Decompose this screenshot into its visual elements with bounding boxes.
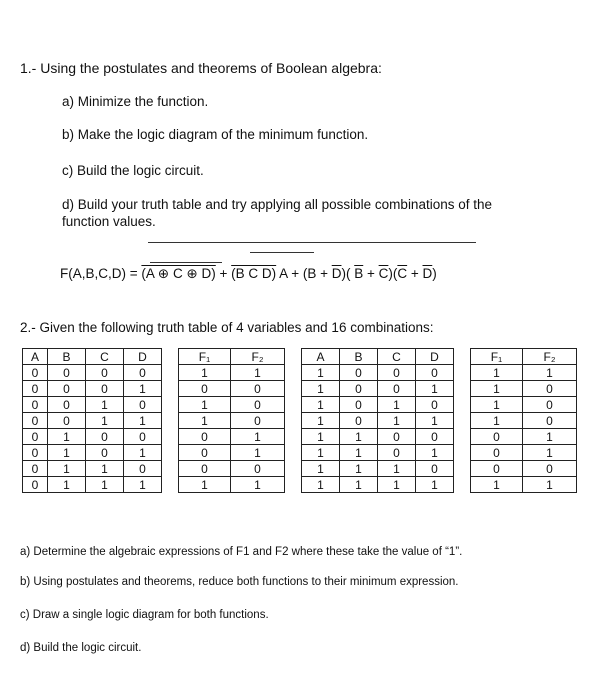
table-cell: 1 [179,397,231,413]
table-header-cell: D [416,349,454,365]
table-cell: 0 [124,397,162,413]
q1-title: 1.- Using the postulates and theorems of Boolean algebra: [20,60,382,76]
table-cell: 0 [48,365,86,381]
table-header-cell: C [86,349,124,365]
table-gap [454,365,471,381]
table-cell: 0 [23,445,48,461]
table-gap [162,365,179,381]
table-gap [454,445,471,461]
table-gap [454,381,471,397]
table-row [23,429,577,445]
table-cell: 0 [86,381,124,397]
table-cell: 0 [523,381,577,397]
table-gap [454,477,471,493]
table-cell: 0 [124,461,162,477]
table-cell: 1 [378,461,416,477]
table-cell: 1 [124,381,162,397]
table-cell: 1 [179,365,231,381]
formula-b-bar: $\overline{B}$ [354,266,364,281]
table-cell: 0 [23,397,48,413]
table-header-cell: C [378,349,416,365]
q1-item-a: a) Minimize the function. [62,94,209,109]
table-row [23,461,577,477]
table-cell: 0 [231,461,285,477]
table-header-cell: A [302,349,340,365]
formula-text-6: ) [432,266,437,281]
table-cell: 0 [378,445,416,461]
table-cell: 0 [340,381,378,397]
table-cell: 0 [23,477,48,493]
table-row [23,397,577,413]
table-gap [162,429,179,445]
table-cell: 0 [86,445,124,461]
table-gap [285,365,302,381]
table-cell: 1 [302,397,340,413]
table-gap [285,445,302,461]
table-row [23,381,577,397]
q2-title: 2.- Given the following truth table of 4 variables and 16 combinations: [20,320,434,335]
table-gap [454,429,471,445]
formula-c-bar: $\overline{C}$ [378,266,389,281]
table-cell: 1 [302,477,340,493]
q2-item-c: c) Draw a single logic diagram for both functions. [20,609,269,621]
table-cell: 1 [86,413,124,429]
table-cell: 1 [302,461,340,477]
table-header-cell: A [23,349,48,365]
table-cell: 1 [179,413,231,429]
table-gap [285,381,302,397]
formula-d-bar-2: $\overline{D}$ [422,266,433,281]
table-header-cell: F₂ [523,349,577,365]
table-cell: 1 [340,461,378,477]
formula-term-bcd: (B C D) [231,266,277,281]
formula-d-bar: $\overline{D}$ [331,266,342,281]
truth-table [22,348,577,493]
formula-plus: + [215,266,232,281]
table-cell: 1 [231,477,285,493]
q2-item-b: b) Using postulates and theorems, reduce both functions to their minimum expression. [20,576,459,588]
table-cell: 0 [523,413,577,429]
table-gap [285,461,302,477]
table-cell: 1 [302,413,340,429]
table-cell: 1 [378,413,416,429]
table-header-cell: F₁ [179,349,231,365]
table-cell: 1 [124,477,162,493]
formula-term-xor: (A ⊕ C ⊕ D) [141,266,216,281]
formula-overbar-long [148,242,476,243]
table-gap [454,349,471,365]
table-cell: 1 [48,461,86,477]
table-cell: 0 [378,381,416,397]
q1-item-d-line2: function values. [62,214,156,229]
q2-item-a: a) Determine the algebraic expressions of F1 and F2 where these take the value of “1”. [20,546,463,558]
table-cell: 1 [302,445,340,461]
formula-c-bar-2: $\overline{C}$ [397,266,408,281]
table-cell: 1 [340,477,378,493]
table-gap [285,477,302,493]
table-cell: 1 [416,381,454,397]
table-gap [162,413,179,429]
table-cell: 0 [378,365,416,381]
formula-text-4: )( [388,266,398,281]
formula-text-1: A + (B + [276,266,332,281]
table-cell: 1 [302,429,340,445]
table-cell: 0 [416,397,454,413]
table-cell: 0 [179,381,231,397]
table-cell: 0 [378,429,416,445]
table-gap [454,461,471,477]
table-cell: 0 [23,413,48,429]
table-header-cell: B [48,349,86,365]
table-cell: 1 [48,445,86,461]
table-cell: 0 [340,397,378,413]
table-gap [162,397,179,413]
table-cell: 0 [231,397,285,413]
table-cell: 0 [231,413,285,429]
table-cell: 0 [471,461,523,477]
table-gap [162,461,179,477]
table-gap [162,381,179,397]
table-cell: 0 [48,397,86,413]
formula-text-5: + [407,266,423,281]
table-cell: 1 [302,365,340,381]
table-cell: 1 [416,445,454,461]
table-gap [162,477,179,493]
table-cell: 1 [124,413,162,429]
table-cell: 0 [124,365,162,381]
table-cell: 1 [523,445,577,461]
table-gap [454,397,471,413]
table-cell: 0 [340,365,378,381]
table-cell: 1 [340,445,378,461]
table-cell: 1 [179,477,231,493]
table-cell: 0 [48,381,86,397]
formula-text-2: )( [341,266,355,281]
table-cell: 1 [416,477,454,493]
q1-item-b: b) Make the logic diagram of the minimum function. [62,127,369,142]
q1-item-d-line1: d) Build your truth table and try applying all possible combinations of the [62,197,492,212]
formula-text-3: + [363,266,379,281]
table-cell: 1 [124,445,162,461]
table-gap [285,349,302,365]
table-gap [162,349,179,365]
table-cell: 0 [416,461,454,477]
table-cell: 1 [378,397,416,413]
table-cell: 1 [48,477,86,493]
q1-item-c: c) Build the logic circuit. [62,163,204,178]
table-cell: 1 [86,477,124,493]
table-cell: 0 [523,461,577,477]
table-cell: 0 [523,397,577,413]
table-cell: 1 [471,381,523,397]
table-cell: 1 [523,365,577,381]
table-row [23,413,577,429]
q1-formula [60,266,437,282]
table-cell: 0 [23,429,48,445]
table-cell: 0 [23,381,48,397]
table-row [23,445,577,461]
table-row [23,477,577,493]
table-header-cell: F₂ [231,349,285,365]
table-cell: 0 [231,381,285,397]
table-cell: 1 [471,413,523,429]
table-cell: 1 [523,429,577,445]
table-cell: 0 [340,413,378,429]
table-gap [285,429,302,445]
table-cell: 0 [416,365,454,381]
table-cell: 1 [48,429,86,445]
table-cell: 0 [23,461,48,477]
table-header-cell: D [124,349,162,365]
formula-overbar-xor [150,262,222,263]
table-cell: 0 [86,429,124,445]
table-cell: 1 [231,429,285,445]
table-cell: 1 [231,445,285,461]
table-cell: 0 [86,365,124,381]
table-cell: 1 [523,477,577,493]
table-row [23,365,577,381]
table-cell: 1 [86,461,124,477]
table-header-row [23,349,577,365]
table-cell: 0 [471,445,523,461]
table-cell: 0 [416,429,454,445]
table-cell: 0 [179,429,231,445]
table-gap [454,413,471,429]
formula-lhs: F(A,B,C,D) = [60,266,142,281]
table-gap [162,445,179,461]
table-header-cell: F₁ [471,349,523,365]
formula-overbar-short [250,252,314,253]
table-cell: 1 [340,429,378,445]
table-cell: 0 [124,429,162,445]
table-cell: 0 [179,445,231,461]
table-header-cell: B [340,349,378,365]
table-gap [285,397,302,413]
table-cell: 1 [302,381,340,397]
table-cell: 0 [179,461,231,477]
table-cell: 1 [378,477,416,493]
table-cell: 1 [471,365,523,381]
table-cell: 1 [471,397,523,413]
table-cell: 0 [48,413,86,429]
table-cell: 1 [86,397,124,413]
table-cell: 1 [231,365,285,381]
q2-item-d: d) Build the logic circuit. [20,642,142,654]
table-cell: 0 [471,429,523,445]
table-cell: 1 [471,477,523,493]
table-cell: 1 [416,413,454,429]
table-gap [285,413,302,429]
table-cell: 0 [23,365,48,381]
